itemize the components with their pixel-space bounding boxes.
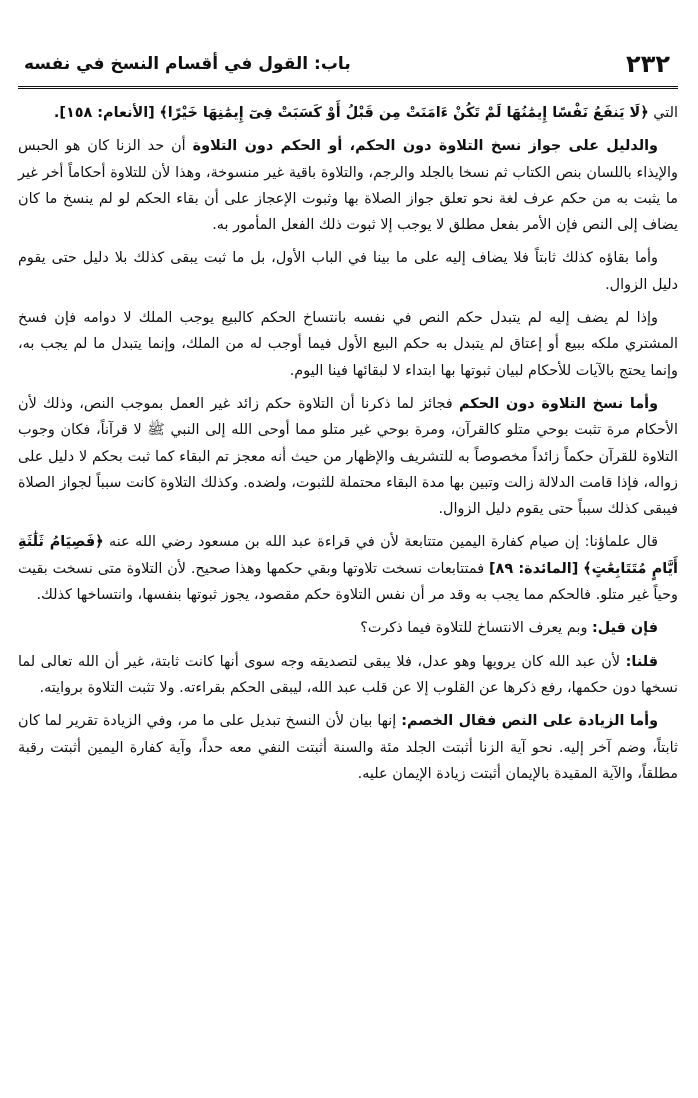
paragraph-2-text: أن حد الزنا كان هو الحبس والإيذاء باللسان بنص الكتاب ثم نسخا بالجلد والرجم، والتلاوة باقية غير منسوخة، وهذا لأن للتلاوة أحكاماً أخر غير ما يثبت به من حكم عرف لغة نحو تعلق جواز الصلاة بها وثبوت الإعجاز على أن بقاء الحكم لو لم ينسخ ما كان يضاف إلى النص فإن الأمر بفعل مطلق لا يوجب إلا ثبوت ذلك الفعل المأمور به. xyxy=(18,138,678,234)
paragraph-4 xyxy=(18,305,678,384)
paragraph-5 xyxy=(18,391,678,522)
paragraph-8 xyxy=(18,649,678,702)
paragraph-8-heading: قلنا: xyxy=(625,653,658,670)
paragraph-6-text-a: قال علماؤنا: إن صيام كفارة اليمين متتابعة لأن في قراءة عبد الله بن مسعود رضي الله عنه xyxy=(109,534,658,551)
page-body xyxy=(18,100,678,787)
paragraph-4-text: وإذا لم يضف إليه لم يتبدل حكم النص في نفسه بانتساخ الحكم كالبيع يوجب الملك لا دوامه فإن فسخ المشتري ملكه ببيع أو إعتاق لم يتبدل به حكم البيع الأول فيما أوجب له من الملك، وإنما يتبدل ما لم يجب به، وإنما يحتج بالآيات للأحكام لبيان ثبوتها بها ابتداء لا لبقائها فينا اليوم. xyxy=(18,310,678,379)
paragraph-2 xyxy=(18,133,678,238)
paragraph-9-heading: وأما الزيادة على النص فقال الخصم: xyxy=(401,713,659,730)
paragraph-5-text: فجائز لما ذكرنا أن التلاوة حكم زائد غير العمل بموجب النص، وذلك لأن الأحكام مرة تثبت بوحي متلو كالقرآن، ومرة بوحي غير متلو مما أوحى الله إلى النبي ﷺ لا قرآناً، فكان وجوب التلاوة للقرآن حكماً زائداً مخصوصاً به للتشريف والإظهار من حيث أنه معجز تم البقاء كما ثبت بحكم لا دليل على زواله، فإذا قامت الدلالة زالت وتبين بها مدة البقاء محتملة للثبوت، ولضده. وكذلك التلاوة كانت سبباً لجواز الصلاة فيبقى كذلك سبباً حتى يقوم دليل الزوال. xyxy=(18,395,678,518)
paragraph-8-text: لأن عبد الله كان يرويها وهو عدل، فلا يبقى لتصديقه وجه سوى أنها كانت ثابتة، غير أن الله تعالى لما نسخها دون حكمها، رفع ذكرها عن القلوب إلا عن قلب عبد الله، ليبقى الحكم بقراءته. ولا تثبت التلاوة بروايته. xyxy=(18,653,678,696)
paragraph-1 xyxy=(18,100,678,126)
paragraph-9-text: إنها بيان لأن النسخ تبديل على ما مر، وفي الزيادة تقرير لما كان ثابتاً، وضم آخر إليه. نحو آية الزنا أثبتت الجلد مئة والسنة أثبتت النفي معه حداً، وآية كفارة اليمين أثبتت رقبة مطلقاً، والآية المقيدة بالإيمان أثبتت زيادة الإيمان عليه. xyxy=(18,713,678,782)
paragraph-2-heading: والدليل على جواز نسخ التلاوة دون الحكم، أو الحكم دون التلاوة xyxy=(192,138,659,155)
quran-verse-1: ﴿لَا يَنفَعُ نَفْسًا إِيمَٰنُهَا لَمْ تَكُنْ ءَامَنَتْ مِن قَبْلُ أَوْ كَسَبَتْ فِىٓ إِيمَٰنِهَا خَيْرًا﴾ xyxy=(159,105,649,121)
paragraph-5-heading: وأما نسخ التلاوة دون الحكم xyxy=(458,395,659,412)
page-number: ٢٣٢ xyxy=(626,50,670,78)
page-header xyxy=(18,48,676,84)
paragraph-6 xyxy=(18,529,678,608)
citation-2: [المائدة: ٨٩] xyxy=(488,560,579,577)
paragraph-7-text: وبم يعرف الانتساخ للتلاوة فيما ذكرت؟ xyxy=(360,620,588,637)
paragraph-3-text: وأما بقاؤه كذلك ثابتاً فلا يضاف إليه على ما بينا في الباب الأول، بل ما ثبت يبقى كذلك بلا دليل حتى يقوم دليل الزوال. xyxy=(18,250,678,293)
paragraph-7-heading: فإن قيل: xyxy=(591,620,658,637)
paragraph-7 xyxy=(18,615,678,641)
paragraph-9 xyxy=(18,708,678,787)
paragraph-6-text-b: فمتتابعات نسخت تلاوتها وبقي حكمها وهذا صحيح. لأن التلاوة متى نسخت بقيت وحياً غير متلو. فالحكم مما يجب به وقد مر أن نفس التلاوة حكم مقصود، يجوز ثبوتها بنفسها، وانتساخها كذلك. xyxy=(18,560,678,604)
paragraph-1-lead: التي xyxy=(653,105,678,121)
running-title: باب: القول في أقسام النسخ في نفسه xyxy=(24,54,351,74)
citation-1: [الأنعام: ١٥٨]. xyxy=(53,105,155,121)
quran-verse-2: ﴿فَصِيَامُ ثَلَٰثَةِ أَيَّامٍ مُتَتَابِعَٰتٍ﴾ xyxy=(18,534,678,577)
paragraph-3 xyxy=(18,245,678,298)
header-rule xyxy=(18,86,678,89)
